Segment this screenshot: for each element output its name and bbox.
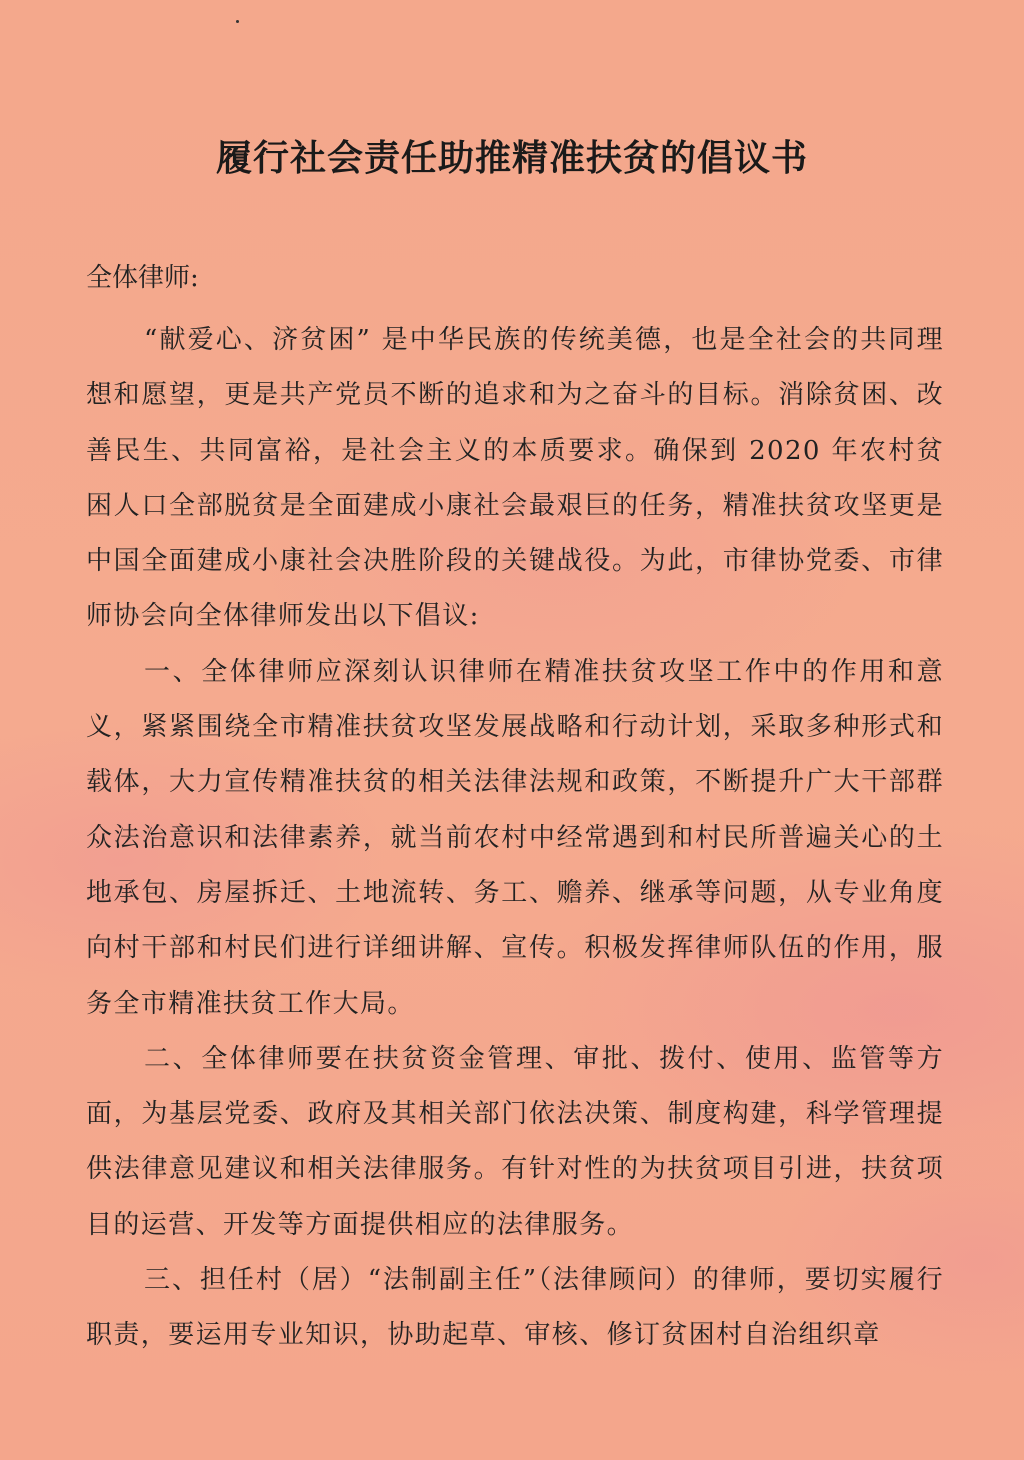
paragraph-item-3: 三、担任村（居）“法制副主任”（法律顾问）的律师，要切实履行职责，要运用专业知识，协助起草、审核、修订贫困村自治组织章 (86, 1265, 944, 1351)
paragraph-item-1: 一、全体律师应深刻认识律师在精准扶贫攻坚工作中的作用和意义，紧紧围绕全市精准扶贫攻坚发展战略和行动计划，采取多种形式和载体，大力宣传精准扶贫的相关法律法规和政策，不断提升广大干部群众法治意识和法律素养，就当前农村中经常遇到和村民所普遍关心的土地承包、房屋拆迁、土地流转、务工、赡养、继承等问题，从专业角度向村干部和村民们进行详细讲解、宣传。积极发挥律师队伍的作用，服务全市精准扶贫工作大局。 (86, 656, 944, 1019)
paragraph-intro: “献爱心、济贫困” 是中华民族的传统美德，也是全社会的共同理想和愿望，更是共产党员不断的追求和为之奋斗的目标。消除贫困、改善民生、共同富裕，是社会主义的本质要求。确保到 2020 年农村贫困人口全部脱贫是全面建成小康社会最艰巨的任务，精准扶贫攻坚更是中国全面建成小康社会决胜阶段的关键战役。为此，市律协党委、市律师协会向全体律师发出以下倡议: (86, 325, 944, 632)
document-title: 履行社会责任助推精准扶贫的倡议书 (215, 138, 808, 179)
salutation: 全体律师: (86, 263, 199, 293)
paragraph-item-2: 二、全体律师要在扶贫资金管理、审批、拨付、使用、监管等方面，为基层党委、政府及其相关部门依法决策、制度构建，科学管理提供法律意见建议和相关法律服务。有针对性的为扶贫项目引进，扶贫项目的运营、开发等方面提供相应的法律服务。 (86, 1043, 944, 1240)
scan-speck (236, 20, 239, 23)
document-body (86, 313, 944, 1364)
